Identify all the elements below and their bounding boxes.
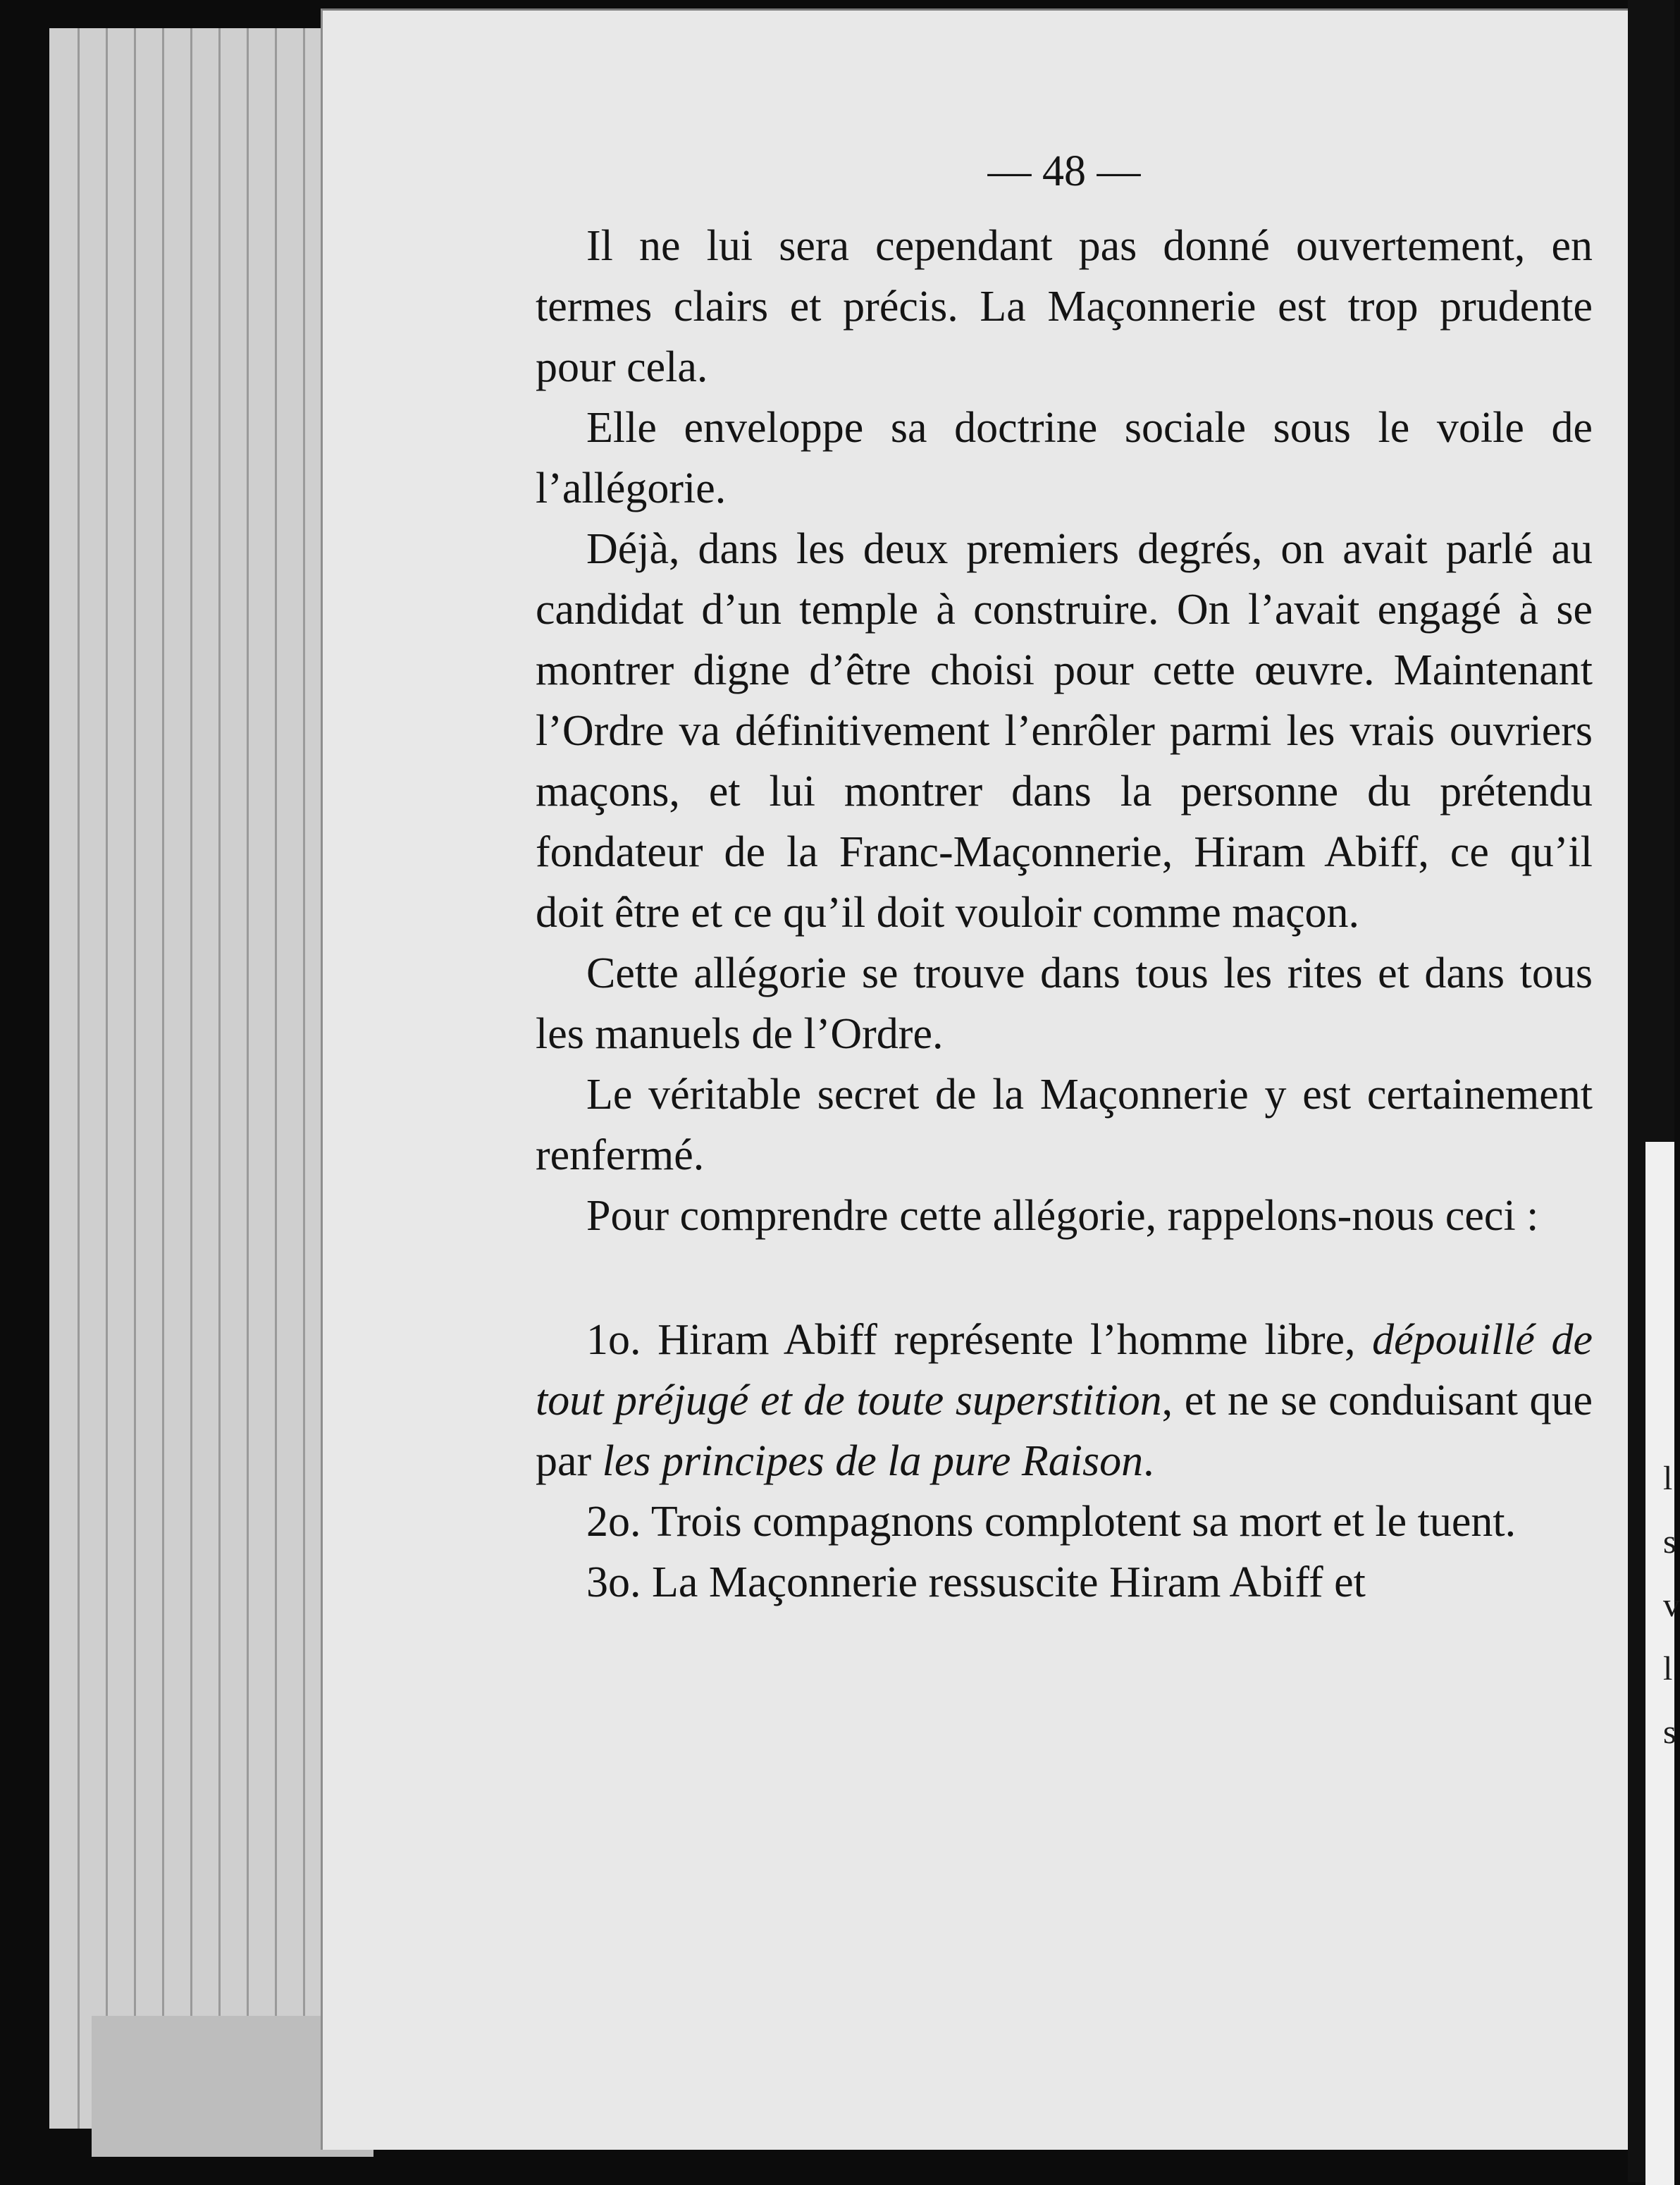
list-item-1 — [536, 1310, 1593, 1491]
page-edge-line — [303, 28, 305, 2129]
facing-page-letter: v — [1663, 1587, 1680, 1624]
page-edge-line — [275, 28, 277, 2129]
italic-phrase: les principes de la pure Raison — [602, 1437, 1144, 1485]
facing-page-letter: s — [1663, 1523, 1676, 1561]
italic-phrase: dépouillé de tout préjugé et de toute superstition — [536, 1316, 1593, 1424]
paragraph: Déjà, dans les deux premiers degrés, on avait parlé au candidat d’un temple à construire. On l’avait engagé à se montrer digne d’être choisi pour cette œuvre. Maintenant l’Ordre va définitivement l’enrôler parmi les vrais ouvriers maçons, et lui montrer dans la personne du prétendu fondateur de la Franc-Maçonnerie, Hiram Abiff, ce qu’il doit être et ce qu’il doit vouloir comme maçon. — [536, 525, 1593, 937]
spacer — [536, 1246, 1593, 1310]
list-item-text: 1o. Hiram Abiff représente l’homme libre, — [586, 1316, 1373, 1364]
list-item-3: 3o. La Maçonnerie ressuscite Hiram Abiff et — [586, 1558, 1366, 1606]
page-edge-line — [106, 28, 108, 2129]
list-item-2: 2o. Trois compagnons complotent sa mort et le tuent. — [586, 1498, 1517, 1546]
page-edge-line — [78, 28, 80, 2129]
page-edge-line — [247, 28, 249, 2129]
page-edge-line — [190, 28, 192, 2129]
paragraph: Cette allégorie se trouve dans tous les rites et dans tous les manuels de l’Ordre. — [536, 949, 1593, 1058]
paragraph: Pour comprendre cette allégorie, rappelons-nous ceci : — [586, 1192, 1539, 1240]
facing-page-letter: s — [1663, 1713, 1676, 1751]
page-number: — 48 — — [987, 147, 1141, 195]
paragraph: Il ne lui sera cependant pas donné ouvertement, en termes clairs et précis. La Maçonnerie est trop prudente pour cela. — [536, 222, 1593, 391]
page-stack-edges — [49, 28, 345, 2129]
list-item-text: . — [1143, 1437, 1154, 1485]
paragraph: Elle enveloppe sa doctrine sociale sous le voile de l’allégorie. — [536, 404, 1593, 512]
page-edge-line — [218, 28, 221, 2129]
facing-page-letter: l — [1663, 1650, 1673, 1687]
facing-page-letter: l — [1663, 1460, 1673, 1497]
page-edge-line — [162, 28, 164, 2129]
page-text-block — [536, 141, 1593, 1613]
list-item-text: , et ne se conduisant que par — [536, 1377, 1593, 1485]
paragraph: Le véritable secret de la Maçonnerie y est certainement renfermé. — [536, 1071, 1593, 1179]
page-edge-line — [134, 28, 136, 2129]
